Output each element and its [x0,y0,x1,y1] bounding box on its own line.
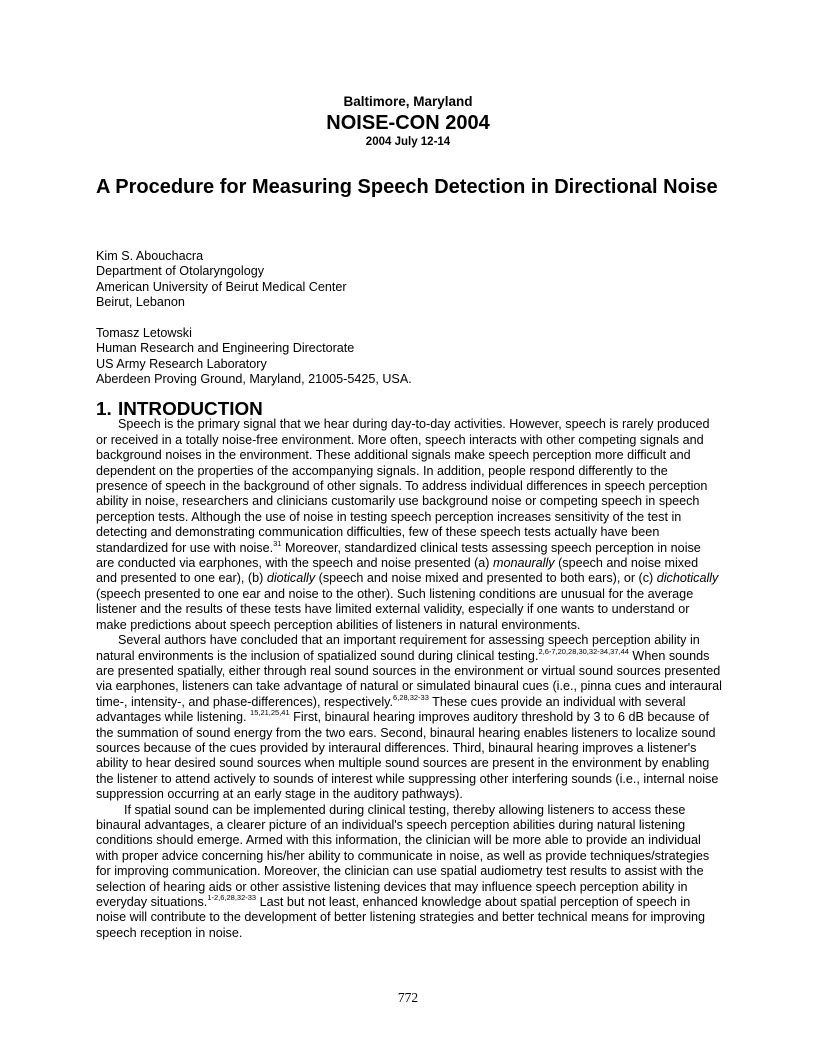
conference-name: NOISE-CON 2004 [326,112,490,134]
paragraph-text: When sounds are presented spatially, either through real sound sources in the environment or virtual sound sources presented via earphones, listeners can take advantage of natural or simulated binaural cues (i.e., pinna cues and interaural time-, intensity-, and phase-differences), respectively. [96,648,722,709]
author-affiliation-line: Beirut, Lebanon [96,295,185,310]
author-affiliation-line: American University of Beirut Medical Center [96,279,347,294]
introduction-section [96,399,722,941]
author-affiliation-line: Department of Otolaryngology [96,264,265,279]
paragraph-text: Several authors have concluded that an important requirement for assessing speech perception ability in natural environments is the inclusion of spatialized sound during clinical testing. [96,633,700,663]
author-name: Kim S. Abouchacra [96,249,204,263]
paragraph-text: Speech is the primary signal that we hear during day-to-day activities. However, speech is rarely produced or received in a totally noise-free environment. More often, speech interacts with other competing signals and background noises in the environment. These additional signals make speech perception more difficult and dependent on the properties of the accompanying signals. In addition, people respond differently to the presence of speech in the background of other signals. To address individual differences in speech perception ability in noise, researchers and clinicians customarily use background noise or competing speech in speech perception tests. Although the use of noise in testing speech perception increases sensitivity of the test in detecting and demonstrating communication difficulties, few of these speech tests actually have been standardized for use with noise. [96,417,710,555]
conference-header [0,94,816,149]
section-number: 1. [96,399,112,420]
paper-title: A Procedure for Measuring Speech Detection in Directional Noise [96,176,718,198]
paragraph-text: (speech and noise mixed and presented to one ear), (b) [96,556,699,586]
emphasis-term: monaurally [492,556,555,571]
section-title: INTRODUCTION [118,399,263,420]
citation: 1-2,6,28,32-33 [207,893,257,902]
emphasis-term: dichotically [656,571,719,586]
conference-dates: 2004 July 12-14 [365,136,451,148]
paragraph-text: (speech presented to one ear and noise to the other). Such listening conditions are unusual for the average listener and the results of these tests have limited external validity, especially if one wants to understand or make predictions about speech perception abilities of listeners in natural environments. [96,586,694,632]
paragraph-text: Last but not least, enhanced knowledge about spatial perception of speech in noise will contribute to the development of better listening strategies and better technical means for improving speech reception in noise. [96,895,706,940]
paragraph [96,633,722,802]
paragraph [96,417,722,633]
page-number: 772 [397,990,419,1005]
paragraph-text: If spatial sound can be implemented during clinical testing, thereby allowing listeners to access these binaural advantages, a clearer picture of an individual's speech perception abilities during natural listening conditions should emerge. Armed with this information, the clinician will be more able to provide an individual with proper advice concerning his/her ability to communicate in noise, as well as provide techniques/strategies for improving communication. Moreover, the clinician can use spatial audiometry test results to assist with the selection of hearing aids or other assistive listening devices that may influence speech perception ability in everyday situations. [96,802,710,909]
paragraph [96,803,722,942]
author-affiliation-line: US Army Research Laboratory [96,356,267,371]
paragraph-text: First, binaural hearing improves auditory threshold by 3 to 6 dB because of the summation of sound energy from the two ears. Second, binaural hearing enables listeners to localize sound sources because of the cues provided by interaural differences. Third, binaural hearing improves a listener's ability to hear desired sound sources when multiple sound sources are present in the environment by enabling the listener to attend actively to sounds of interest while suppressing other interfering sounds (i.e., internal noise suppression occurring at an early stage in the auditory pathways). [96,710,719,802]
author-block [96,249,736,311]
paragraph-text: Moreover, standardized clinical tests assessing speech perception in noise are conducted via earphones, with the speech and noise presented (a) [96,540,701,571]
paragraph-text: (speech and noise mixed and presented to both ears), or (c) [315,571,657,586]
citation: 15,21,25,41 [250,708,290,718]
author-name: Tomasz Letowski [96,326,192,341]
citation: 2,6-7,20,28,30,32-34,37,44 [538,646,629,656]
emphasis-term: diotically [266,571,316,586]
author-list [96,249,736,403]
section-heading [96,399,722,420]
author-affiliation-line: Human Research and Engineering Directorate [96,341,355,356]
author-block [96,326,736,388]
conference-location: Baltimore, Maryland [343,94,473,109]
author-affiliation-line: Aberdeen Proving Ground, Maryland, 21005-5425, USA. [96,372,412,387]
paragraph-text: These cues provide an individual with several advantages while listening. [96,694,686,725]
citation: 31 [273,538,282,548]
citation: 6,28,32-33 [393,692,429,702]
